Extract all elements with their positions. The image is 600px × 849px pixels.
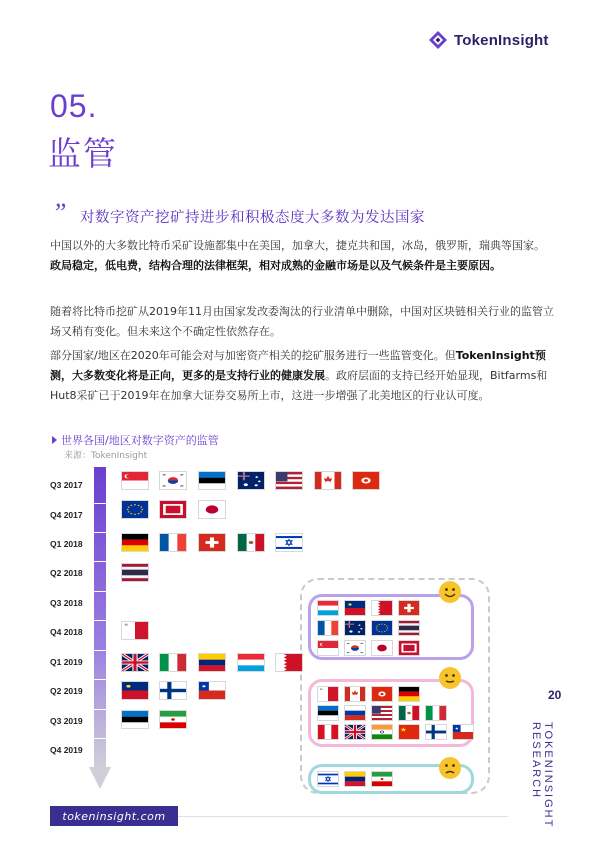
flag-hk-icon [372,687,392,701]
flag-mt-icon [318,687,338,701]
flag-kr-icon [160,472,186,489]
flag-cn-icon [399,725,419,739]
timeline-tick [94,738,106,739]
flag-gb-icon [122,654,148,671]
flag-fi-icon [426,725,446,739]
quarter-label: Q3 2017 [50,480,83,490]
flag-eu-icon [122,501,148,518]
timeline-arrow-icon [89,767,111,789]
flag-gb-icon [345,725,365,739]
flag-ca-icon [315,472,341,489]
quarter-label: Q4 2018 [50,627,83,637]
section-title: 监管 [48,134,118,173]
timeline-tick [94,591,106,592]
sad-face-icon [438,756,462,780]
happy-face-icon [438,580,462,604]
page-number: 20 [548,688,562,702]
timeline-tick [94,532,106,533]
tokeninsight-logo-icon [428,30,448,50]
quarter-label: Q2 2019 [50,686,83,696]
flag-hk-icon [353,472,379,489]
flag-ir-icon [160,711,186,728]
flag-sg-icon [318,641,338,655]
flag-ve-icon [199,654,225,671]
flag-bh-icon [372,601,392,615]
footer-url[interactable]: tokeninsight.com [50,806,178,826]
flag-jp-icon [199,501,225,518]
paragraph-3-text-a: 部分国家/地区在2020年可能会对与加密资产相关的挖矿服务进行一些监管变化。但 [50,349,456,362]
flag-au-icon [345,621,365,635]
flag-ee-icon [199,472,225,489]
timeline-tick [94,679,106,680]
flag-ca-icon [345,687,365,701]
quarter-label: Q1 2019 [50,657,83,667]
brand-logo [428,30,549,50]
quote-mark-icon: ” [52,198,67,227]
flag-sg-icon [122,472,148,489]
flag-il-icon [276,534,302,551]
flag-it-icon [426,706,446,720]
flag-us-icon [372,706,392,720]
flag-mx-icon [238,534,264,551]
flag-cl-icon [199,682,225,699]
flag-th-icon [122,564,148,581]
flag-fr-icon [160,534,186,551]
flag-mt-icon [122,622,148,639]
timeline-tick [94,650,106,651]
quarter-label: Q3 2018 [50,598,83,608]
flag-ir-icon [372,772,392,786]
flag-ee-icon [318,706,338,720]
flag-ve-icon [345,772,365,786]
flag-ch-icon [399,601,419,615]
paragraph-1-text: 中国以外的大多数比特币采矿设施都集中在美国，加拿大，捷克共和国，冰岛，俄罗斯，瑞典等国家。 [50,239,545,252]
side-brand-text: TOKENINSIGHT RESEARCH [530,722,554,829]
flag-mt2-icon [160,501,186,518]
timeline-tick [94,561,106,562]
chart-title [52,432,219,448]
paragraph-3-text-b: 。政府层面的支持已经开始显现，Bitfarms和Hut8采矿已于2019年在加拿大证券交易所上市，这进一步增强了北美地区的行业认可度。 [50,369,548,402]
quarter-label: Q1 2018 [50,539,83,549]
flag-jp-icon [372,641,392,655]
flag-fr-icon [318,621,338,635]
quote-headline: 对数字资产挖矿持进步和积极态度大多数为发达国家 [80,210,425,226]
flag-au-icon [238,472,264,489]
flag-ru-icon [345,706,365,720]
flag-ch-icon [199,534,225,551]
logo-text: TokenInsight [454,31,549,49]
flag-eu-icon [372,621,392,635]
flag-ee-icon [122,711,148,728]
flag-mt2-icon [399,641,419,655]
triangle-bullet-icon [52,436,57,444]
flag-li-icon [345,601,365,615]
flag-th-icon [399,621,419,635]
chart-title-text: 世界各国/地区对数字资产的监管 [61,434,219,447]
flag-il-icon [318,772,338,786]
footer-divider [178,816,508,817]
chart-source: 来源：TokenInsight [64,451,148,461]
paragraph-1-bold: 政局稳定，低电费，结构合理的法律框架，相对成熟的金融市场是以及气候条件是主要原因。 [50,259,501,272]
neutral-face-icon [438,666,462,690]
flag-us-icon [276,472,302,489]
flag-lu-icon [318,601,338,615]
quarter-label: Q2 2018 [50,568,83,578]
flag-kr-icon [345,641,365,655]
flag-in-icon [372,725,392,739]
timeline-bar [94,467,106,767]
section-number: 05. [50,88,98,124]
paragraph-3 [50,346,555,406]
paragraph-1 [50,236,555,276]
paragraph-2: 随着将比特币挖矿从2019年11月由国家发改委淘汰的行业清单中删除，中国对区块链相关行业的监管立场又稍有变化。但未来这个不确定性依然存在。 [50,305,554,338]
flag-lu-icon [238,654,264,671]
flag-fi-icon [160,682,186,699]
flag-de-icon [399,687,419,701]
timeline-tick [94,709,106,710]
quarter-label: Q4 2019 [50,745,83,755]
quarter-label: Q4 2017 [50,510,83,520]
flag-bh-icon [276,654,302,671]
quarter-label: Q3 2019 [50,716,83,726]
flag-it-icon [160,654,186,671]
timeline-tick [94,620,106,621]
flag-li-icon [122,682,148,699]
paragraph-3-bold: TokenInsight预测，大多数变化将是正向，更多的是支持行业的健康发展 [50,349,546,382]
flag-mx-icon [399,706,419,720]
flag-pe-icon [318,725,338,739]
flag-de-icon [122,534,148,551]
flag-cl-icon [453,725,473,739]
timeline-tick [94,503,106,504]
